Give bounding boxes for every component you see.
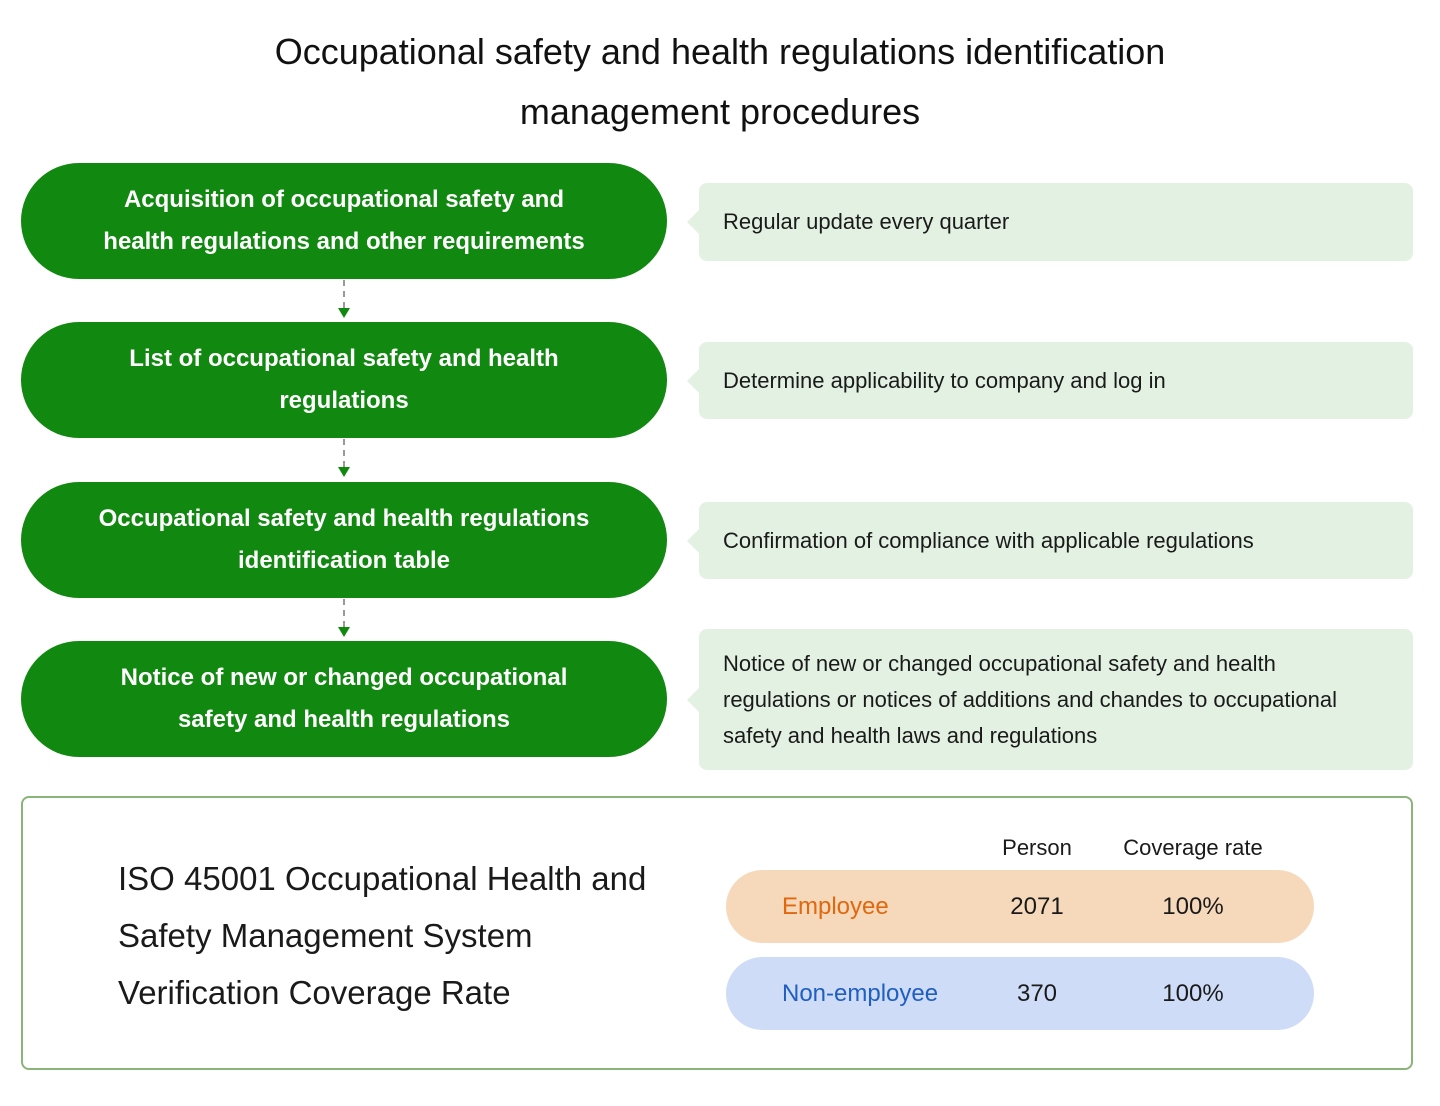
- step-acquisition: [21, 163, 667, 279]
- step-text: health regulations and other requirements: [103, 228, 585, 255]
- page-title: [170, 22, 1270, 142]
- coverage-rate: 100%: [1162, 893, 1224, 920]
- flow-arrow: [343, 280, 347, 308]
- note-text: regulations or notices of additions and chandes to occupational: [723, 686, 1337, 712]
- coverage-title-line: Verification Coverage Rate: [118, 974, 511, 1011]
- step-text: Acquisition of occupational safety and: [123, 186, 565, 213]
- note-text: safety and health laws and regulations: [723, 722, 1098, 748]
- step-identification-table: [21, 482, 667, 598]
- header-coverage-rate: Coverage rate: [1123, 835, 1263, 860]
- header-person: Person: [1002, 835, 1072, 860]
- coverage-title: [118, 850, 698, 1021]
- step-text: safety and health regulations: [177, 706, 511, 733]
- step-list: [21, 322, 667, 438]
- note-text: Notice of new or changed occupational safety and health: [723, 650, 1276, 676]
- row-label: Employee: [782, 893, 889, 920]
- note-text: Regular update every quarter: [723, 209, 1010, 234]
- coverage-title-line: ISO 45001 Occupational Health and: [118, 860, 647, 897]
- title-line-2: management procedures: [519, 91, 921, 132]
- person-count: 370: [1016, 980, 1058, 1007]
- note-applicability: [699, 342, 1413, 419]
- row-label: Non-employee: [782, 980, 939, 1007]
- flow-arrow: [343, 439, 347, 467]
- step-notice: [21, 641, 667, 757]
- note-notice: [699, 629, 1413, 770]
- row-non-employee: [726, 957, 1314, 1030]
- note-text: Confirmation of compliance with applicable regulations: [723, 527, 1254, 553]
- note-text: Determine applicability to company and log in: [723, 367, 1166, 393]
- step-text: Occupational safety and health regulations: [98, 505, 590, 532]
- step-text: identification table: [237, 547, 450, 574]
- flow-arrow: [343, 599, 347, 627]
- step-text: Notice of new or changed occupational: [120, 664, 568, 691]
- step-text: List of occupational safety and health regulations: [129, 345, 559, 414]
- title-line-1: Occupational safety and health regulations identification: [274, 31, 1166, 72]
- person-count: 2071: [1010, 893, 1064, 920]
- coverage-rate: 100%: [1162, 980, 1224, 1007]
- row-employee: [726, 870, 1314, 943]
- note-compliance: [699, 502, 1413, 579]
- coverage-title-line: Safety Management System: [118, 917, 533, 954]
- note-regular-update: [699, 183, 1413, 261]
